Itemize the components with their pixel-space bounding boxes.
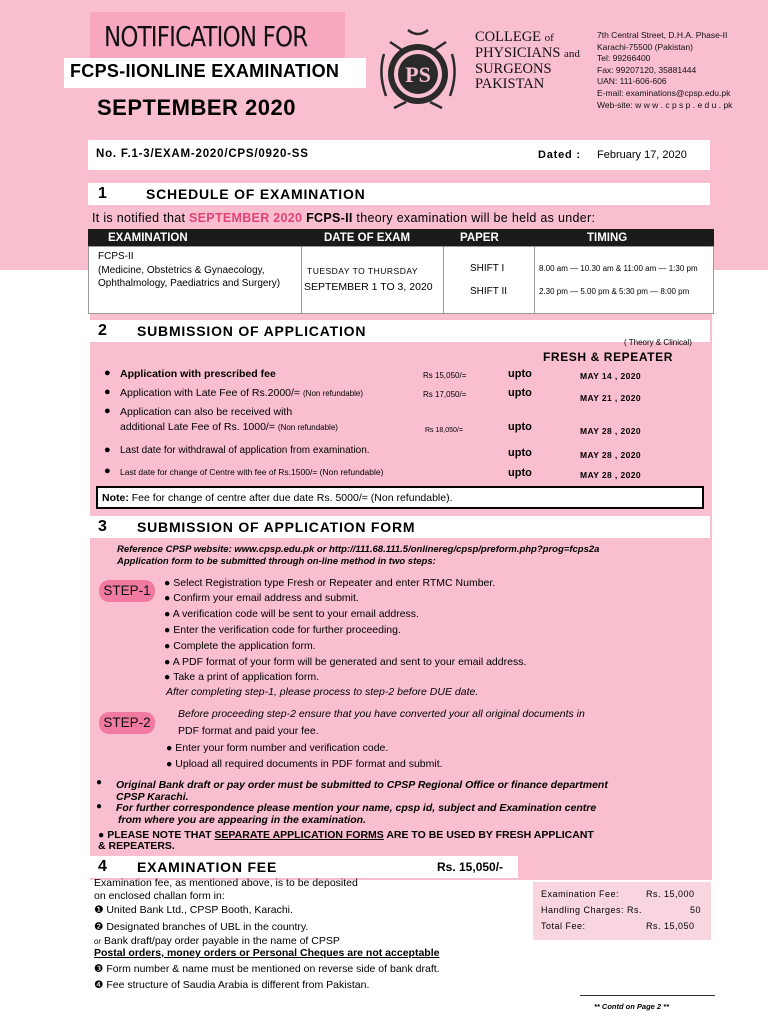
section4-title: EXAMINATION FEE	[137, 859, 278, 875]
application-row-fee: Rs 17,050/=	[423, 390, 467, 399]
step1-badge: STEP-1	[99, 580, 155, 602]
fee-option-1: ❶ United Bank Ltd., CPSP Booth, Karachi.	[94, 904, 293, 916]
paper-shift2: SHIFT II	[470, 286, 508, 297]
dated-value: February 17, 2020	[597, 149, 687, 161]
withdrawal-row-date: MAY 28 , 2020	[580, 450, 641, 460]
application-row-label: Application with prescribed fee	[120, 368, 276, 380]
theory-clinical-label: ( Theory & Clinical)	[624, 338, 692, 347]
cpsp-logo-icon	[372, 24, 464, 120]
bullet-icon: ●	[96, 777, 103, 788]
change-centre-row-label: Last date for change of Centre with fee of Rs.1500/= (Non refundable)	[120, 467, 384, 477]
table-divider	[443, 246, 444, 314]
fee-label: Total Fee:	[541, 921, 586, 931]
application-row-date: MAY 21 , 2020	[580, 393, 641, 403]
section2-title: SUBMISSION OF APPLICATION	[137, 323, 367, 339]
section3-number: 3	[98, 518, 107, 535]
postal-orders-note: Postal orders, money orders or Personal Cheques are not acceptable	[94, 947, 440, 959]
application-row-fee: Rs 15,050/=	[423, 371, 467, 380]
section3-title: SUBMISSION OF APPLICATION FORM	[137, 519, 416, 535]
step1-item: ● A verification code will be sent to your email address.	[164, 608, 419, 620]
change-centre-row-upto: upto	[508, 467, 532, 479]
fee-label: Examination Fee:	[541, 889, 620, 899]
reference-website: Reference CPSP website: www.cpsp.edu.pk or http://111.68.111.5/onlinereg/cpsp/preform.php?prog=fcps2a Application form to be submitted through on-line method in two steps:	[117, 544, 600, 567]
fee-deposit-text: Examination fee, as mentioned above, is to be deposited on enclosed challan form in:	[94, 877, 358, 902]
session-title: SEPTEMBER 2020	[97, 95, 296, 120]
step1-item: ● A PDF format of your form will be generated and sent to your email address.	[164, 656, 527, 668]
application-row-upto: upto	[508, 368, 532, 380]
section4-number: 4	[98, 858, 107, 875]
step2-intro: Before proceeding step-2 ensure that you have converted your all original documents in	[178, 708, 585, 720]
fee-value: Rs. 15,000	[646, 889, 695, 899]
fee-value: 50	[690, 905, 702, 915]
step1-after-note: After completing step-1, please process to step-2 before DUE date.	[166, 686, 479, 698]
note-text: Note: Fee for change of centre after due date Rs. 5000/= (Non refundable).	[102, 492, 453, 504]
paper-shift1: SHIFT I	[470, 263, 505, 274]
withdrawal-row-upto: upto	[508, 447, 532, 459]
fee-amount: Rs. 15,050/-	[437, 860, 504, 874]
application-row-label2: additional Late Fee of Rs. 1000/= (Non refundable)	[120, 421, 338, 433]
timing-shift1: 8.00 am — 10.30 am & 11:00 am — 1:30 pm	[539, 264, 698, 273]
schedule-intro: It is notified that SEPTEMBER 2020 FCPS-II theory examination will be held as under:	[92, 211, 596, 225]
application-row-label: Application can also be received with	[120, 406, 293, 418]
dated-label: Dated :	[538, 149, 581, 161]
section1-number: 1	[98, 185, 107, 202]
step1-item: ● Enter the verification code for further proceeding.	[164, 624, 401, 636]
college-address: 7th Central Street, D.H.A. Phase-II Karachi-75500 (Pakistan) Tel: 99266400 Fax: 99207120, 35881444 UAN: 111-606-606 E-mail: examinations@cpsp.edu.pk Web-site: w w w . c p s p . e d u . pk	[597, 30, 733, 110]
reference-number: No. F.1-3/EXAM-2020/CPS/0920-SS	[96, 148, 309, 160]
step2-item: ● Upload all required documents in PDF format and submit.	[166, 758, 443, 770]
step2-badge: STEP-2	[99, 712, 155, 734]
notification-title: NOTIFICATION FOR	[104, 20, 308, 53]
application-row-date: MAY 28 , 2020	[580, 426, 641, 436]
bullet-icon: ●	[104, 367, 111, 379]
step2-item: ● Enter your form number and verification code.	[166, 742, 389, 754]
application-row-date: MAY 14 , 2020	[580, 371, 641, 381]
fee-label: Handling Charges: Rs.	[541, 905, 643, 915]
divider	[580, 995, 715, 996]
col-paper: PAPER	[460, 232, 499, 244]
college-name: COLLEGE of PHYSICIANS and SURGEONS PAKISTAN	[475, 29, 580, 92]
bullet-icon: ●	[96, 801, 103, 812]
bullet-icon: ●	[104, 465, 111, 477]
timing-shift2: 2.30 pm — 5.00 pm & 5:30 pm — 8:00 pm	[539, 287, 690, 296]
application-row-upto: upto	[508, 421, 532, 433]
fee-option-4: ❹ Fee structure of Saudia Arabia is different from Pakistan.	[94, 979, 370, 991]
fee-option-2b: or Bank draft/pay order payable in the name of CPSP	[94, 935, 340, 947]
exam-dates: SEPTEMBER 1 TO 3, 2020	[304, 281, 433, 293]
bullet-icon: ●	[104, 405, 111, 417]
application-row-label: Application with Late Fee of Rs.2000/= (Non refundable)	[120, 387, 364, 399]
exam-cell: FCPS-II (Medicine, Obstetrics & Gynaecology, Ophthalmology, Paediatrics and Surgery)	[98, 251, 281, 289]
col-date: DATE OF EXAM	[324, 232, 411, 244]
section2-number: 2	[98, 322, 107, 339]
table-divider	[301, 246, 302, 314]
correspondence-note: For further correspondence please mention your name, cpsp id, subject and Examination centre from where you are appearing in the examination.	[116, 802, 597, 826]
step1-item: ● Confirm your email address and submit.	[164, 592, 359, 604]
step1-item: ● Take a print of application form.	[164, 671, 319, 683]
change-centre-row-date: MAY 28 , 2020	[580, 470, 641, 480]
svg-text:PS: PS	[405, 62, 431, 87]
original-draft-note: Original Bank draft or pay order must be submitted to CPSP Regional Office or finance department CPSP Karachi.	[116, 779, 608, 803]
bullet-icon: ●	[104, 386, 111, 398]
step1-item: ● Complete the application form.	[164, 640, 316, 652]
bullet-icon: ●	[104, 444, 111, 456]
col-examination: EXAMINATION	[108, 232, 188, 244]
section1-title: SCHEDULE OF EXAMINATION	[146, 186, 366, 202]
exam-days: TUESDAY TO THURSDAY	[307, 266, 419, 276]
fee-option-2: ❷ Designated branches of UBL in the country.	[94, 921, 309, 933]
separate-forms-note: ● PLEASE NOTE THAT SEPARATE APPLICATION FORMS ARE TO BE USED BY FRESH APPLICANT & REPEATERS.	[98, 829, 594, 852]
fresh-repeater-label: FRESH & REPEATER	[543, 350, 674, 364]
col-timing: TIMING	[587, 232, 628, 244]
withdrawal-row-label: Last date for withdrawal of application from examination.	[120, 445, 370, 456]
application-row-fee: Rs 18,050/=	[425, 427, 463, 434]
application-row-upto: upto	[508, 387, 532, 399]
fee-option-3: ❸ Form number & name must be mentioned on reverse side of bank draft.	[94, 963, 440, 975]
continued-note: ** Contd on Page 2 **	[594, 1002, 670, 1011]
table-divider	[534, 246, 535, 314]
step1-item: ● Select Registration type Fresh or Repeater and enter RTMC Number.	[164, 577, 496, 589]
fee-value: Rs. 15,050	[646, 921, 695, 931]
exam-title: FCPS-IIONLINE EXAMINATION	[70, 61, 340, 81]
step2-intro: PDF format and paid your fee.	[178, 725, 319, 737]
